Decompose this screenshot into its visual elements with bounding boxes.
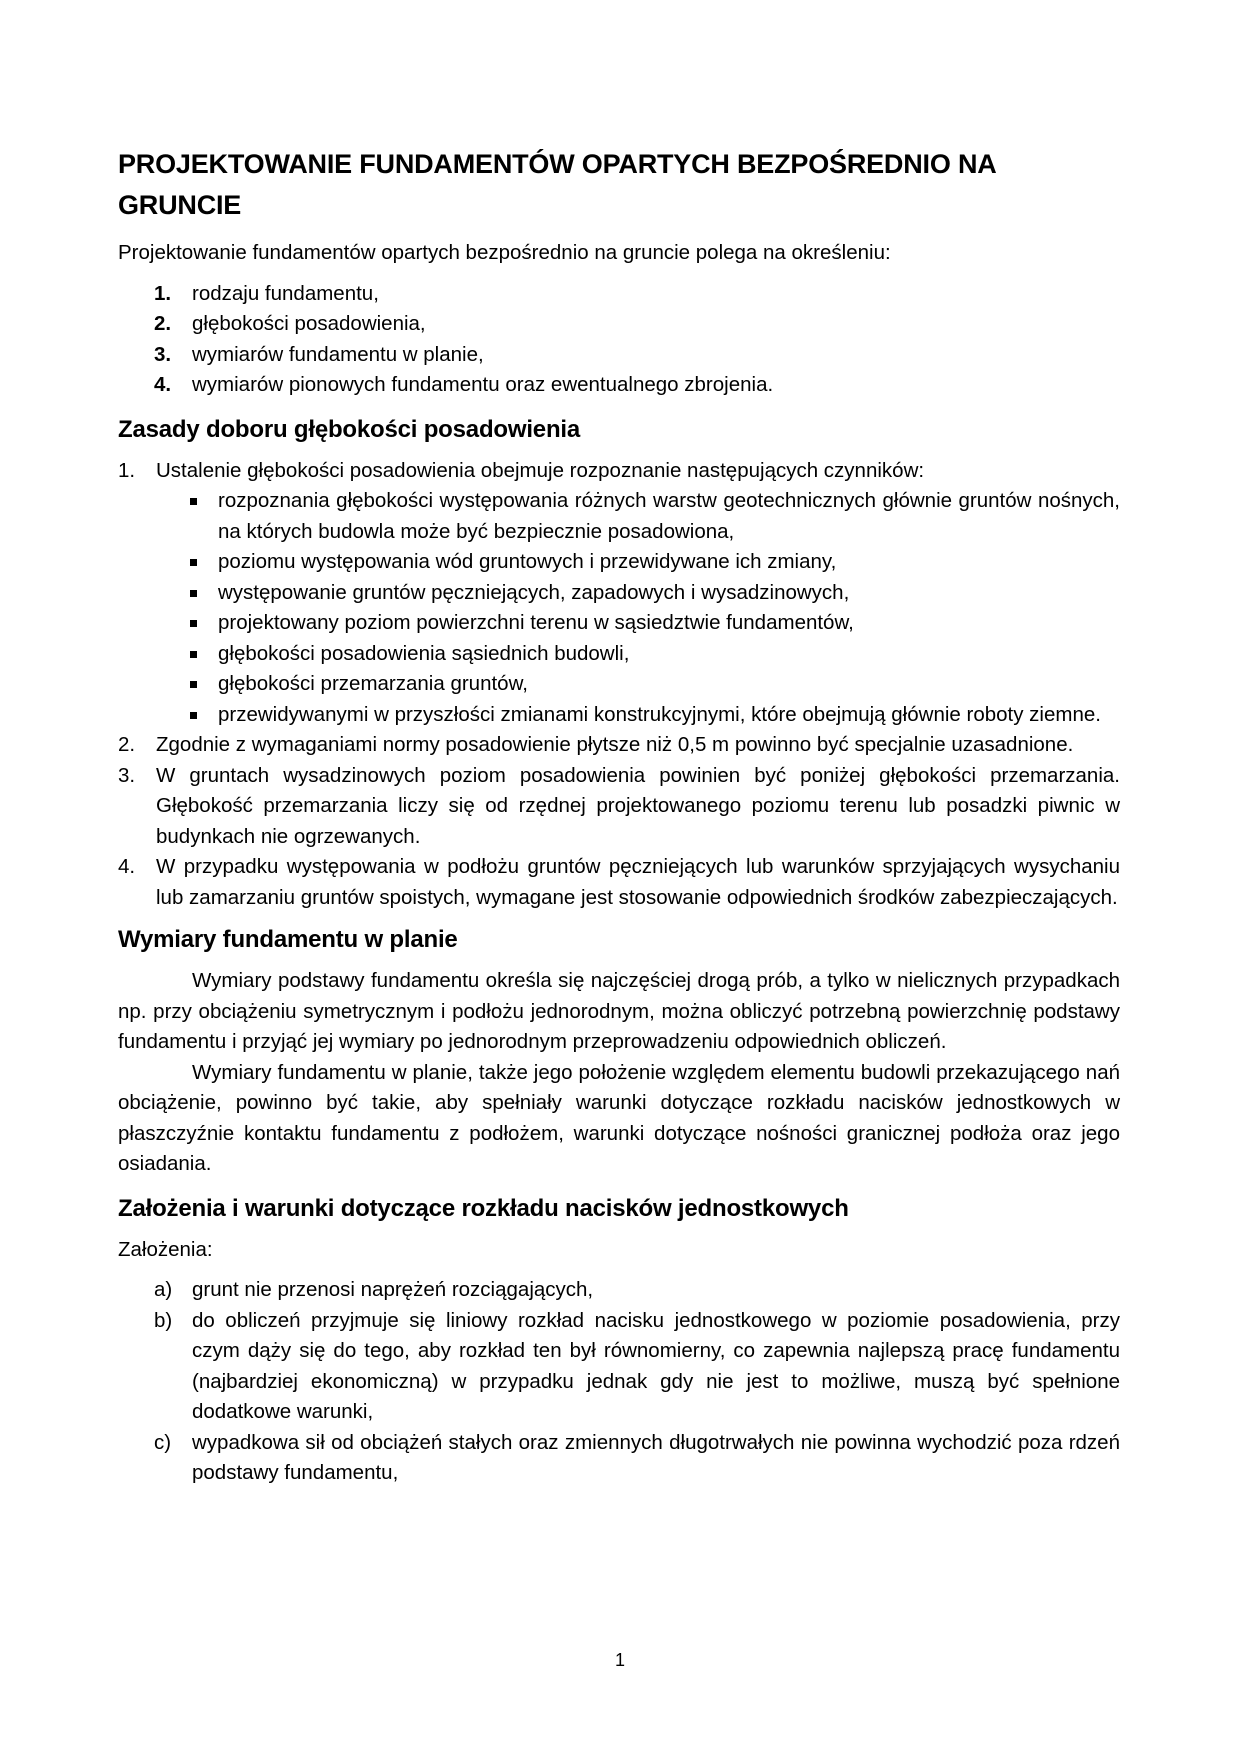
- square-bullet-icon: [190, 681, 197, 688]
- list-item-text: W gruntach wysadzinowych poziom posadowienia powinien być poniżej głębokości przemarzania. Głębokość przemarzania liczy się od rzędnej projektowanego poziomu terenu lub posadzki piwnic w budynkach nie ogrzewanych.: [156, 763, 1120, 848]
- factors-list: [118, 486, 1120, 730]
- page-number: 1: [614, 1650, 625, 1670]
- assumptions-list: [118, 1275, 1120, 1489]
- factors-container: [118, 486, 1120, 730]
- bullet-text: rozpoznania głębokości występowania różnych warstw geotechnicznych głównie gruntów nośnych, na których budowla może być bezpiecznie posadowiona,: [218, 489, 1120, 543]
- square-bullet-icon: [190, 712, 197, 719]
- section-heading-assumptions: Założenia i warunki dotyczące rozkładu nacisków jednostkowych: [118, 1194, 849, 1222]
- list-marker: 1.: [118, 458, 136, 482]
- list-marker: 2.: [118, 733, 136, 756]
- bullet-text: projektowany poziom powierzchni terenu w sąsiedztwie fundamentów,: [218, 611, 854, 634]
- list-item-text: do obliczeń przyjmuje się liniowy rozkład nacisku jednostkowego w poziomie posadowienia, przy czym dąży się do tego, aby rozkład ten był równomierny, co zapewnia najlepszą pracę fundamentu (najbardziej ekonomiczną) w przypadku jednak gdy nie jest to możliwe, muszą być spełnione dodatkowe warunki,: [192, 1308, 1120, 1423]
- document-page: [118, 144, 1120, 1489]
- list-item: [118, 1275, 1120, 1306]
- list-marker: 4.: [118, 855, 136, 878]
- intro-list: [118, 279, 1120, 401]
- list-marker: 1.: [154, 281, 172, 305]
- list-item-text: wymiarów pionowych fundamentu oraz ewentualnego zbrojenia.: [192, 373, 774, 396]
- list-marker: 3.: [154, 342, 172, 366]
- list-item-text: W przypadku występowania w podłożu gruntów pęczniejących lub warunków sprzyjających wysychaniu lub zamarzaniu gruntów spoistych, wymagane jest stosowanie odpowiednich środków zabezpieczających.: [156, 855, 1120, 909]
- body-paragraph: Wymiary fundamentu w planie, także jego położenie względem elementu budowli przekazującego nań obciążenie, powinno być takie, aby spełniały warunki dotyczące rozkładu nacisków jednostkowych w płaszczyźnie kontaktu fundamentu z podłożem, warunki dotyczące nośności granicznej podłoża oraz jego osiadania.: [118, 1060, 1120, 1175]
- list-item: [118, 309, 1120, 340]
- bullet-item: [118, 669, 1120, 700]
- bullet-item: [118, 547, 1120, 578]
- bullet-text: głębokości posadowienia sąsiednich budowli,: [218, 641, 630, 665]
- list-item-text: Ustalenie głębokości posadowienia obejmuje rozpoznanie następujących czynników:: [156, 458, 925, 482]
- body-paragraph: Wymiary podstawy fundamentu określa się najczęściej drogą prób, a tylko w nielicznych przypadkach np. przy obciążeniu symetrycznym i podłożu jednorodnym, można obliczyć potrzebną powierzchnię podstawy fundamentu i przyjąć jej wymiary po jednorodnym przeprowadzeniu odpowiednich obliczeń.: [118, 969, 1120, 1053]
- square-bullet-icon: [190, 590, 197, 597]
- section-heading-depth: Zasady doboru głębokości posadowienia: [118, 415, 581, 443]
- list-item: [118, 456, 1120, 487]
- square-bullet-icon: [190, 620, 197, 627]
- list-item: [118, 761, 1120, 853]
- list-item-text: wymiarów fundamentu w planie,: [192, 342, 484, 366]
- bullet-text: poziomu występowania wód gruntowych i przewidywane ich zmiany,: [218, 550, 837, 573]
- bullet-text: głębokości przemarzania gruntów,: [218, 672, 528, 695]
- square-bullet-icon: [190, 559, 197, 566]
- list-item: [118, 370, 1120, 401]
- list-marker: 3.: [118, 763, 136, 787]
- list-item: [118, 279, 1120, 310]
- list-item: [118, 730, 1120, 761]
- list-item: [118, 1306, 1120, 1428]
- list-marker: 2.: [154, 312, 172, 335]
- square-bullet-icon: [190, 651, 197, 658]
- list-item: [118, 1428, 1120, 1489]
- list-item-text: grunt nie przenosi naprężeń rozciągających,: [192, 1278, 594, 1301]
- list-item-text: rodzaju fundamentu,: [192, 281, 379, 305]
- list-item-text: głębokości posadowienia,: [192, 312, 426, 335]
- assumptions-lead: Założenia:: [118, 1237, 213, 1261]
- list-item-text: wypadkowa sił od obciążeń stałych oraz zmiennych długotrwałych nie powinna wychodzić poza rdzeń podstawy fundamentu,: [192, 1430, 1120, 1484]
- bullet-item: [118, 608, 1120, 639]
- list-item: [118, 852, 1120, 913]
- depth-rules-list: [118, 456, 1120, 914]
- square-bullet-icon: [190, 498, 197, 505]
- bullet-item: [118, 486, 1120, 547]
- section-heading-dimensions: Wymiary fundamentu w planie: [118, 926, 458, 953]
- bullet-item: [118, 578, 1120, 609]
- list-marker: c): [154, 1430, 172, 1454]
- bullet-item: [118, 700, 1120, 731]
- bullet-text: przewidywanymi w przyszłości zmianami konstrukcyjnymi, które obejmują głównie roboty ziemne.: [218, 702, 1101, 726]
- bullet-text: występowanie gruntów pęczniejących, zapadowych i wysadzinowych,: [218, 580, 850, 604]
- intro-paragraph: Projektowanie fundamentów opartych bezpośrednio na gruncie polega na określeniu:: [118, 241, 891, 264]
- list-item-text: Zgodnie z wymaganiami normy posadowienie płytsze niż 0,5 m powinno być specjalnie uzasadnione.: [156, 733, 1074, 756]
- list-marker: b): [154, 1308, 173, 1332]
- document-title: PROJEKTOWANIE FUNDAMENTÓW OPARTYCH BEZPOŚREDNIO NA GRUNCIE: [118, 149, 996, 220]
- list-marker: 4.: [154, 373, 172, 396]
- dimensions-body: [118, 966, 1120, 1180]
- list-item: [118, 340, 1120, 371]
- list-marker: a): [154, 1278, 173, 1301]
- bullet-item: [118, 639, 1120, 670]
